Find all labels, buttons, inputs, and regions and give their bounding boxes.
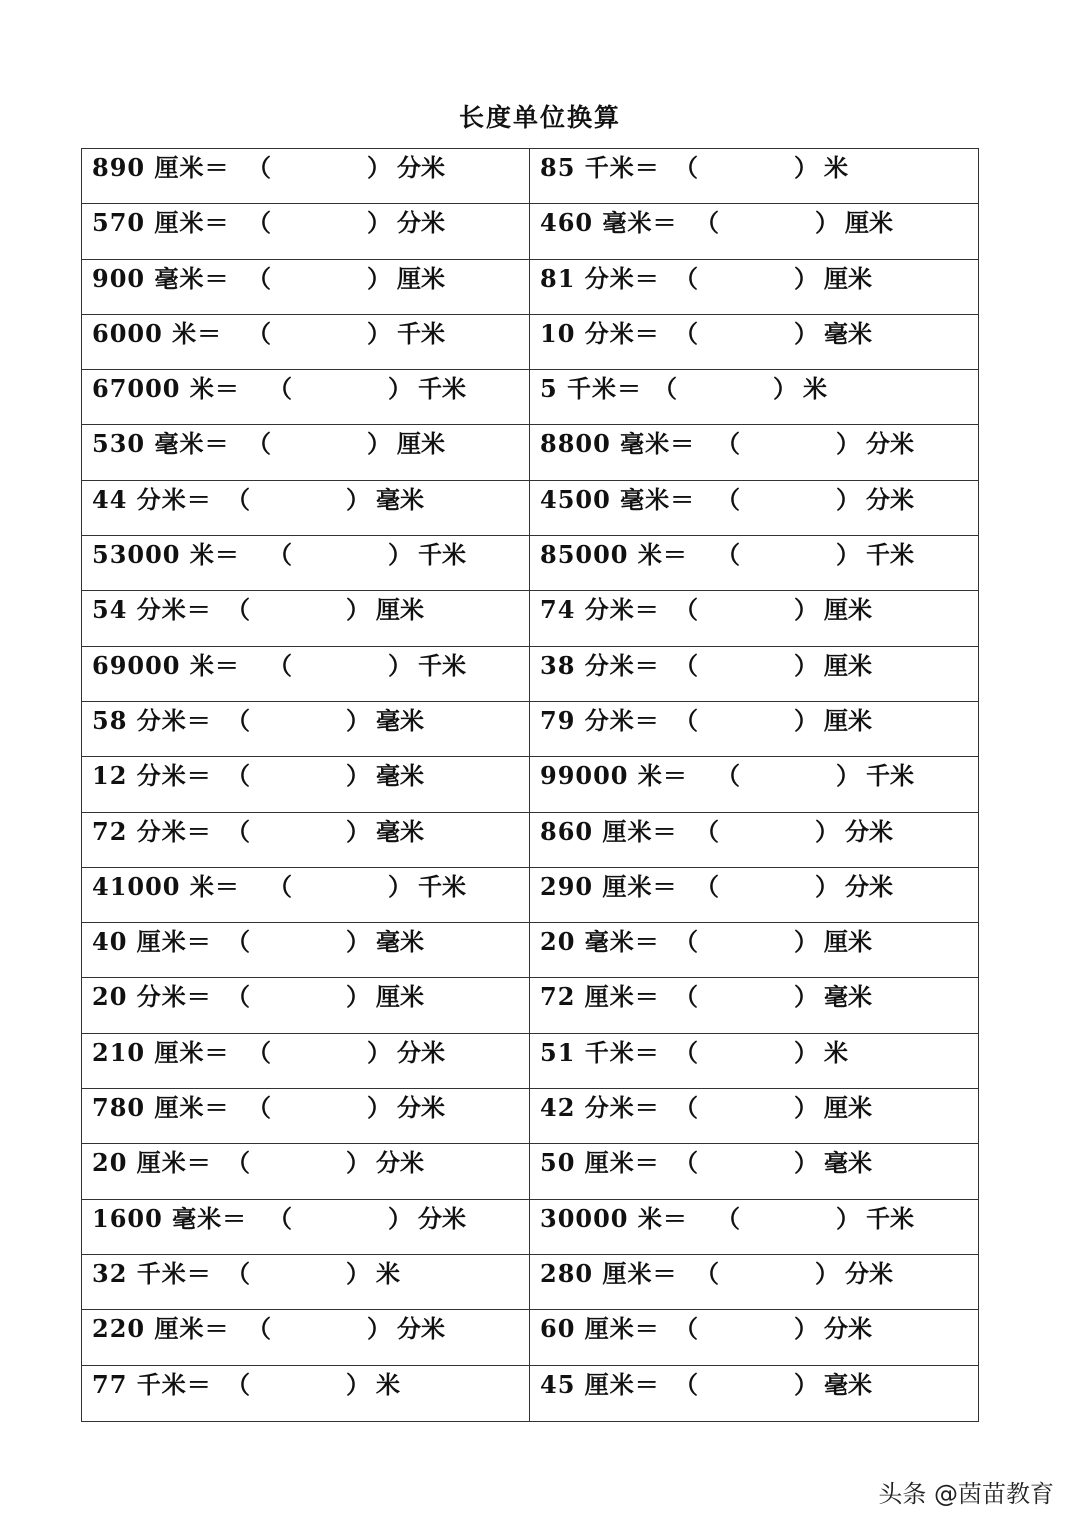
target-unit: 毫米 [824, 1369, 872, 1399]
worksheet-cell-right [530, 923, 978, 977]
answer-open-paren: （ [226, 1369, 250, 1399]
question-text: 53000 米＝ [92, 540, 240, 570]
target-unit: 毫米 [376, 484, 424, 514]
target-unit: 千米 [418, 374, 466, 404]
answer-close-paren: ） [367, 208, 391, 238]
question-text: 10 分米＝ [540, 318, 660, 348]
worksheet-cell-left [82, 204, 530, 258]
answer-open-paren: （ [268, 540, 292, 570]
question-text: 780 厘米＝ [92, 1093, 230, 1123]
worksheet-cell-right [530, 260, 978, 314]
worksheet-row [82, 425, 978, 480]
worksheet-row [82, 1366, 978, 1421]
target-unit: 毫米 [824, 1148, 872, 1178]
target-unit: 分米 [397, 208, 445, 238]
answer-close-paren: ） [836, 484, 860, 514]
answer-open-paren: （ [695, 208, 719, 238]
target-unit: 千米 [418, 540, 466, 570]
target-unit: 厘米 [824, 263, 872, 293]
target-unit: 千米 [866, 540, 914, 570]
worksheet-cell-left [82, 315, 530, 369]
worksheet-cell-left [82, 1200, 530, 1254]
question-text: 32 千米＝ [92, 1258, 212, 1288]
answer-close-paren: ） [346, 595, 370, 625]
question-text: 12 分米＝ [92, 761, 212, 791]
answer-close-paren: ） [794, 595, 818, 625]
worksheet-row [82, 204, 978, 259]
worksheet-table [81, 148, 979, 1422]
worksheet-row [82, 1089, 978, 1144]
answer-close-paren: ） [346, 816, 370, 846]
question-text: 20 毫米＝ [540, 927, 660, 957]
question-text: 890 厘米＝ [92, 153, 230, 182]
worksheet-row [82, 1034, 978, 1089]
answer-close-paren: ） [367, 1037, 391, 1067]
answer-open-paren: （ [226, 1148, 250, 1178]
target-unit: 分米 [376, 1148, 424, 1178]
target-unit: 米 [824, 153, 848, 182]
worksheet-cell-right [530, 813, 978, 867]
worksheet-cell-right [530, 536, 978, 590]
target-unit: 厘米 [824, 595, 872, 625]
answer-open-paren: （ [674, 982, 698, 1012]
worksheet-row [82, 923, 978, 978]
worksheet-cell-left [82, 702, 530, 756]
question-text: 4500 毫米＝ [540, 484, 696, 514]
worksheet-cell-left [82, 1366, 530, 1421]
answer-open-paren: （ [268, 1203, 292, 1233]
worksheet-cell-right [530, 149, 978, 203]
question-text: 60 厘米＝ [540, 1314, 660, 1344]
question-text: 54 分米＝ [92, 595, 212, 625]
answer-close-paren: ） [836, 540, 860, 570]
answer-close-paren: ） [346, 761, 370, 791]
question-text: 74 分米＝ [540, 595, 660, 625]
worksheet-cell-right [530, 1089, 978, 1143]
worksheet-row [82, 591, 978, 646]
worksheet-row [82, 260, 978, 315]
worksheet-cell-left [82, 868, 530, 922]
target-unit: 厘米 [824, 650, 872, 680]
answer-open-paren: （ [674, 1314, 698, 1344]
target-unit: 厘米 [376, 595, 424, 625]
worksheet-row [82, 536, 978, 591]
worksheet-cell-left [82, 1034, 530, 1088]
answer-open-paren: （ [674, 595, 698, 625]
answer-open-paren: （ [695, 1258, 719, 1288]
watermark: 头条 @茵苗教育 [878, 1480, 1054, 1508]
target-unit: 厘米 [824, 705, 872, 735]
answer-open-paren: （ [716, 761, 740, 791]
answer-close-paren: ） [794, 705, 818, 735]
answer-close-paren: ） [815, 871, 839, 901]
worksheet-cell-left [82, 757, 530, 811]
target-unit: 米 [376, 1258, 400, 1288]
target-unit: 分米 [824, 1314, 872, 1344]
question-text: 6000 米＝ [92, 318, 223, 348]
answer-close-paren: ） [346, 484, 370, 514]
answer-open-paren: （ [674, 1037, 698, 1067]
worksheet-row [82, 1310, 978, 1365]
target-unit: 分米 [866, 484, 914, 514]
answer-close-paren: ） [794, 153, 818, 182]
answer-open-paren: （ [674, 1093, 698, 1123]
answer-close-paren: ） [346, 1148, 370, 1178]
worksheet-cell-right [530, 868, 978, 922]
question-text: 50 厘米＝ [540, 1148, 660, 1178]
answer-open-paren: （ [226, 1258, 250, 1288]
answer-open-paren: （ [226, 927, 250, 957]
answer-open-paren: （ [653, 374, 677, 404]
target-unit: 毫米 [376, 927, 424, 957]
target-unit: 毫米 [824, 318, 872, 348]
answer-open-paren: （ [268, 871, 292, 901]
answer-open-paren: （ [226, 982, 250, 1012]
worksheet-cell-left [82, 1310, 530, 1364]
target-unit: 米 [803, 374, 827, 404]
question-text: 220 厘米＝ [92, 1314, 230, 1344]
answer-close-paren: ） [815, 816, 839, 846]
target-unit: 厘米 [397, 429, 445, 459]
target-unit: 米 [376, 1369, 400, 1399]
worksheet-cell-left [82, 260, 530, 314]
question-text: 58 分米＝ [92, 705, 212, 735]
target-unit: 千米 [397, 318, 445, 348]
worksheet-cell-left [82, 149, 530, 203]
answer-open-paren: （ [674, 1369, 698, 1399]
worksheet-cell-left [82, 1144, 530, 1198]
answer-open-paren: （ [247, 318, 271, 348]
answer-open-paren: （ [226, 595, 250, 625]
question-text: 530 毫米＝ [92, 429, 230, 459]
target-unit: 分米 [845, 1258, 893, 1288]
question-text: 85000 米＝ [540, 540, 688, 570]
answer-close-paren: ） [794, 982, 818, 1012]
worksheet-row [82, 1255, 978, 1310]
answer-close-paren: ） [388, 650, 412, 680]
question-text: 72 分米＝ [92, 816, 212, 846]
worksheet-row [82, 702, 978, 757]
answer-open-paren: （ [247, 208, 271, 238]
answer-close-paren: ） [367, 1314, 391, 1344]
answer-close-paren: ） [388, 540, 412, 570]
worksheet-row [82, 370, 978, 425]
answer-close-paren: ） [794, 1148, 818, 1178]
answer-open-paren: （ [247, 153, 271, 182]
worksheet-cell-left [82, 1089, 530, 1143]
question-text: 79 分米＝ [540, 705, 660, 735]
question-text: 8800 毫米＝ [540, 429, 696, 459]
target-unit: 厘米 [824, 927, 872, 957]
worksheet-cell-left [82, 1255, 530, 1309]
worksheet-cell-right [530, 204, 978, 258]
answer-close-paren: ） [346, 927, 370, 957]
answer-close-paren: ） [346, 982, 370, 1012]
question-text: 20 分米＝ [92, 982, 212, 1012]
target-unit: 千米 [866, 761, 914, 791]
question-text: 280 厘米＝ [540, 1258, 678, 1288]
worksheet-row [82, 978, 978, 1033]
worksheet-cell-left [82, 425, 530, 479]
worksheet-row [82, 315, 978, 370]
answer-close-paren: ） [388, 1203, 412, 1233]
worksheet-cell-right [530, 1366, 978, 1421]
question-text: 30000 米＝ [540, 1203, 688, 1233]
worksheet-cell-left [82, 923, 530, 977]
question-text: 77 千米＝ [92, 1369, 212, 1399]
answer-open-paren: （ [247, 1037, 271, 1067]
answer-close-paren: ） [794, 1093, 818, 1123]
worksheet-row [82, 149, 978, 204]
question-text: 45 厘米＝ [540, 1369, 660, 1399]
worksheet-cell-left [82, 647, 530, 701]
answer-close-paren: ） [346, 705, 370, 735]
question-text: 1600 毫米＝ [92, 1203, 248, 1233]
answer-open-paren: （ [674, 650, 698, 680]
answer-open-paren: （ [716, 1203, 740, 1233]
question-text: 570 厘米＝ [92, 208, 230, 238]
answer-close-paren: ） [773, 374, 797, 404]
target-unit: 分米 [397, 1037, 445, 1067]
target-unit: 厘米 [845, 208, 893, 238]
target-unit: 千米 [418, 650, 466, 680]
answer-open-paren: （ [247, 1093, 271, 1123]
target-unit: 千米 [418, 871, 466, 901]
worksheet-cell-right [530, 702, 978, 756]
question-text: 42 分米＝ [540, 1093, 660, 1123]
target-unit: 毫米 [376, 705, 424, 735]
answer-open-paren: （ [674, 263, 698, 293]
worksheet-cell-right [530, 1144, 978, 1198]
worksheet-cell-left [82, 813, 530, 867]
worksheet-row [82, 647, 978, 702]
worksheet-cell-right [530, 315, 978, 369]
answer-open-paren: （ [716, 540, 740, 570]
target-unit: 厘米 [376, 982, 424, 1012]
question-text: 5 千米＝ [540, 374, 643, 404]
question-text: 38 分米＝ [540, 650, 660, 680]
answer-close-paren: ） [794, 318, 818, 348]
answer-open-paren: （ [716, 429, 740, 459]
worksheet-cell-left [82, 978, 530, 1032]
target-unit: 分米 [397, 1093, 445, 1123]
answer-open-paren: （ [268, 650, 292, 680]
target-unit: 米 [824, 1037, 848, 1067]
answer-open-paren: （ [247, 1314, 271, 1344]
worksheet-cell-right [530, 647, 978, 701]
target-unit: 千米 [866, 1203, 914, 1233]
question-text: 44 分米＝ [92, 484, 212, 514]
target-unit: 分米 [845, 871, 893, 901]
answer-open-paren: （ [716, 484, 740, 514]
answer-close-paren: ） [836, 1203, 860, 1233]
answer-close-paren: ） [346, 1258, 370, 1288]
answer-close-paren: ） [367, 1093, 391, 1123]
answer-close-paren: ） [794, 927, 818, 957]
question-text: 81 分米＝ [540, 263, 660, 293]
target-unit: 分米 [845, 816, 893, 846]
worksheet-cell-right [530, 1255, 978, 1309]
question-text: 900 毫米＝ [92, 263, 230, 293]
answer-open-paren: （ [226, 705, 250, 735]
answer-open-paren: （ [226, 761, 250, 791]
worksheet-cell-right [530, 757, 978, 811]
answer-close-paren: ） [346, 1369, 370, 1399]
target-unit: 分米 [397, 153, 445, 182]
worksheet-cell-left [82, 591, 530, 645]
worksheet-cell-right [530, 425, 978, 479]
answer-close-paren: ） [794, 1314, 818, 1344]
answer-close-paren: ） [367, 153, 391, 182]
worksheet-row [82, 813, 978, 868]
question-text: 99000 米＝ [540, 761, 688, 791]
worksheet-row [82, 868, 978, 923]
worksheet-row [82, 1144, 978, 1199]
answer-open-paren: （ [226, 816, 250, 846]
target-unit: 分米 [397, 1314, 445, 1344]
worksheet-cell-right [530, 591, 978, 645]
answer-close-paren: ） [836, 761, 860, 791]
answer-close-paren: ） [815, 208, 839, 238]
question-text: 460 毫米＝ [540, 208, 678, 238]
target-unit: 毫米 [824, 982, 872, 1012]
worksheet-cell-right [530, 978, 978, 1032]
answer-open-paren: （ [695, 871, 719, 901]
answer-close-paren: ） [367, 318, 391, 348]
question-text: 41000 米＝ [92, 871, 240, 901]
answer-close-paren: ） [794, 263, 818, 293]
answer-close-paren: ） [388, 374, 412, 404]
answer-close-paren: ） [836, 429, 860, 459]
worksheet-row [82, 481, 978, 536]
target-unit: 毫米 [376, 816, 424, 846]
answer-open-paren: （ [247, 429, 271, 459]
answer-close-paren: ） [794, 1037, 818, 1067]
answer-open-paren: （ [674, 1148, 698, 1178]
target-unit: 厘米 [397, 263, 445, 293]
worksheet-row [82, 757, 978, 812]
answer-close-paren: ） [367, 429, 391, 459]
answer-open-paren: （ [247, 263, 271, 293]
answer-open-paren: （ [268, 374, 292, 404]
worksheet-cell-right [530, 1200, 978, 1254]
target-unit: 分米 [866, 429, 914, 459]
answer-close-paren: ） [367, 263, 391, 293]
answer-open-paren: （ [674, 318, 698, 348]
answer-open-paren: （ [674, 927, 698, 957]
worksheet-cell-left [82, 370, 530, 424]
question-text: 85 千米＝ [540, 153, 660, 182]
worksheet-cell-left [82, 536, 530, 590]
worksheet-cell-left [82, 481, 530, 535]
answer-close-paren: ） [388, 871, 412, 901]
page-title: 长度单位换算 [458, 103, 621, 132]
question-text: 860 厘米＝ [540, 816, 678, 846]
target-unit: 厘米 [824, 1093, 872, 1123]
question-text: 51 千米＝ [540, 1037, 660, 1067]
worksheet-cell-right [530, 1310, 978, 1364]
answer-open-paren: （ [695, 816, 719, 846]
target-unit: 毫米 [376, 761, 424, 791]
answer-close-paren: ） [794, 650, 818, 680]
answer-close-paren: ） [794, 1369, 818, 1399]
answer-close-paren: ） [815, 1258, 839, 1288]
answer-open-paren: （ [674, 705, 698, 735]
question-text: 72 厘米＝ [540, 982, 660, 1012]
worksheet-cell-right [530, 370, 978, 424]
worksheet-row [82, 1200, 978, 1255]
question-text: 40 厘米＝ [92, 927, 212, 957]
question-text: 69000 米＝ [92, 650, 240, 680]
question-text: 290 厘米＝ [540, 871, 678, 901]
question-text: 67000 米＝ [92, 374, 240, 404]
question-text: 20 厘米＝ [92, 1148, 212, 1178]
worksheet-cell-right [530, 1034, 978, 1088]
worksheet-cell-right [530, 481, 978, 535]
answer-open-paren: （ [226, 484, 250, 514]
question-text: 210 厘米＝ [92, 1037, 230, 1067]
answer-open-paren: （ [674, 153, 698, 182]
target-unit: 分米 [418, 1203, 466, 1233]
